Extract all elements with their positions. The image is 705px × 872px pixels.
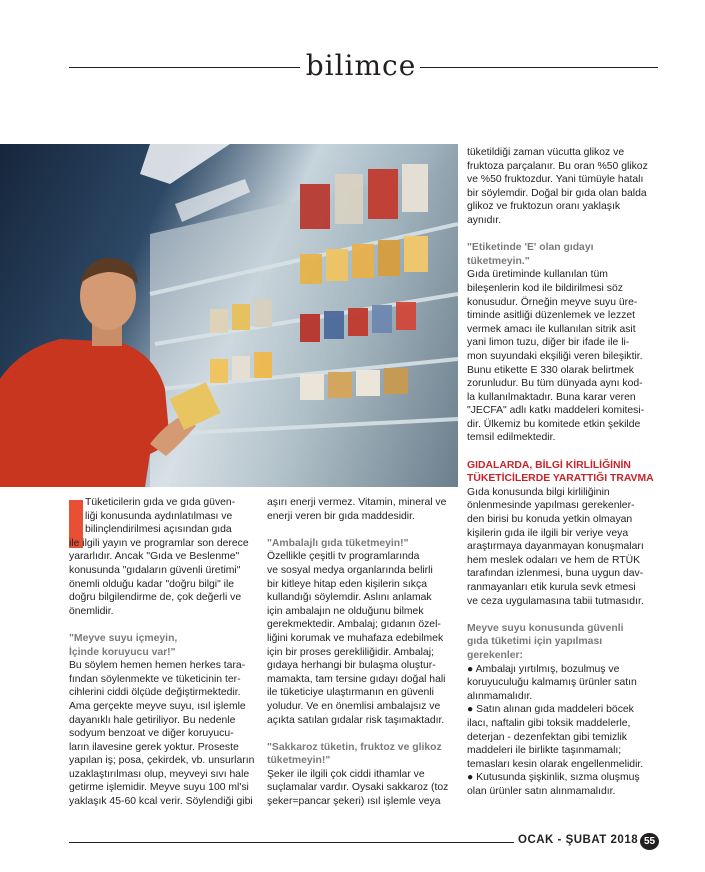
text-line: açıkta satılan gıdalar risk taşımaktadır. (267, 714, 445, 726)
text-line: Bunu etikette E 330 olarak belirtmek (467, 364, 634, 376)
text-line: fından söylenmekte ve tüketicinin ter- (69, 673, 241, 685)
text-line: liğini korumak ve muhafaza edebilmek (267, 632, 444, 644)
text-line: İçinde koruyucu var!" (69, 646, 176, 658)
text-line: Tüketicilerin gıda ve gıda güven- (85, 497, 236, 508)
text-line: için ambalajın ne olduğunu bilmek (267, 605, 424, 617)
text-line: gerekmektedir. Ambalaj; gıdanın özel- (267, 619, 441, 631)
text-line: enerji veren bir gıda maddesidir. (267, 510, 415, 522)
paragraph-packaged-food (267, 550, 455, 727)
text-line: "Sakkaroz tüketin, fruktoz ve glikoz (267, 741, 442, 753)
paragraph-sucrose (267, 768, 455, 809)
text-line: Ama gerçekte meyve suyu, ısıl işlemle (69, 700, 246, 712)
subheading-safe-consumption (467, 622, 657, 663)
text-line: temasları kesin olarak engellenmelidir. (467, 758, 644, 770)
text-line: ve ceza uygulamasına tabii tutmasıdır. (467, 595, 644, 607)
supermarket-shopper-photo (0, 144, 458, 487)
text-line: önlenmesinde yapılması gerekenler- (467, 500, 635, 512)
text-line: dir. Ülkemiz bu komitede etkin şekilde (467, 418, 641, 430)
text-line: gıda tüketimi için yapılması (467, 636, 603, 648)
heading-information-pollution (467, 459, 657, 486)
text-line: bilinçlendirilmesi açısından gıda (85, 524, 232, 536)
text-line: yaklaşık 45-60 kcal verir. Söylendiği gibi (69, 796, 253, 808)
text-line: ile ilgili yayın ve programlar son derece (69, 537, 249, 549)
article-column-1 (69, 496, 257, 822)
list-item: ● Satın alınan gıda maddeleri böcek (467, 704, 634, 716)
text-line: yoludur. Ve en önemlisi ambalajsız ve (267, 700, 441, 712)
paragraph-fruit-juice (69, 659, 257, 809)
text-line: getirme işlemidir. Meyve suyu 100 ml'si (69, 782, 249, 794)
text-line: bir kitleye hitap eden kişilerin sıkça (267, 578, 427, 590)
text-line: tüketildiği zaman vücutta glikoz ve (467, 147, 625, 158)
text-line: gıdaya herhangi bir bulaşma oluştur- (267, 660, 436, 672)
text-line: "JECFA" adlı katkı maddeleri komitesi- (467, 405, 645, 417)
text-line: temsil edilmektedir. (467, 432, 556, 444)
text-line: TÜKETİCİLERDE YARATTIĞI TRAVMA (467, 473, 654, 485)
subheading-e-codes (467, 241, 657, 268)
text-line: ve sosyal medya organlarında belirli (267, 564, 433, 576)
text-line: Bu söylem hemen hemen herkes tara- (69, 660, 246, 672)
text-line: timinde asitliği düzenlemek ve lezzet (467, 310, 636, 322)
text-line: doğru bilgilendirme de, çok değerli ve (69, 592, 242, 604)
text-line: tüketmeyin." (467, 255, 530, 267)
text-line: den birisi bu konuda yetkin olmayan (467, 514, 633, 526)
header-rule-right (420, 67, 658, 68)
intro-paragraph (69, 496, 257, 618)
list-item: ● Kutusunda şişkinlik, sızma oluşmuş (467, 772, 640, 784)
text-line: GIDALARDA, BİLGİ KİRLİLİĞİNİN (467, 459, 631, 471)
text-line: alınmamalıdır. (467, 690, 533, 702)
section-title: bilimce (305, 49, 417, 82)
text-line: glikoz ve fruktozun oranı yaklaşık (467, 201, 621, 213)
text-line: "Meyve suyu içmeyin, (69, 632, 178, 644)
text-line: kullandığı söylemdir. Aslını anlamak (267, 592, 432, 604)
text-line: ile tüketiciye ulaştırmanın en güvenli (267, 687, 434, 699)
text-line: şeker=pancar şekeri) ısıl işlemle veya (267, 796, 441, 808)
text-line: liği konusunda aydınlatılması ve (85, 510, 233, 522)
text-line: fruktoza parçalanır. Bu oran %50 glikoz (467, 160, 648, 172)
text-line: araştırmaya dayanmayan konuşmaları (467, 541, 644, 553)
text-line: hem meslek odaları ve hem de RTÜK (467, 554, 641, 566)
paragraph-e-codes (467, 268, 657, 445)
text-line: la kullanılmaktadır. Buna karar veren (467, 391, 636, 403)
text-line: Şeker ile ilgili çok ciddi ithamlar ve (267, 768, 425, 780)
text-line: tarafından izlenmesi, buna uygun dav- (467, 568, 644, 580)
text-line: sodyum benzoat ve diğer koruyucu- (69, 728, 234, 740)
text-line: mamakta, tam tersine gıdayı doğal hali (267, 673, 446, 685)
text-line: zorunludur. Bu tüm dünyada aynı kod- (467, 378, 643, 390)
text-line: cihlerini ciddi ölçüde değiştirmektedir. (69, 687, 241, 699)
text-line: bir söylemdir. Doğal bir gıda olan balda (467, 187, 647, 199)
text-line: "Ambalajlı gıda tüketmeyin!" (267, 537, 409, 549)
text-line: Gıda konusunda bilgi kirliliğinin (467, 486, 610, 498)
text-line: kişilerin gıda ile ilgili bir veriye veya (467, 527, 629, 539)
text-line: ve %50 fruktozdur. Yani tümüyle hatalı (467, 174, 644, 186)
header-rule-left (69, 67, 300, 68)
text-line: ilacı, naftalin gibi toksik maddelerle, (467, 717, 631, 729)
text-line: Meyve suyu konusunda güvenli (467, 622, 624, 634)
text-line: yararlıdır. Ancak "Gıda ve Beslenme" (69, 551, 240, 563)
subheading-sucrose (267, 741, 455, 768)
subheading-fruit-juice (69, 632, 257, 659)
text-line: vermek amacı ile kullanılan sitrik asit (467, 323, 636, 335)
text-line: koruyuculuğu kalmamış ürünler satın (467, 677, 637, 689)
footer-rule (69, 842, 514, 843)
text-line: ların ilavesine gerek yoktur. Proseste (69, 741, 239, 753)
text-line: mon suyundaki ekşiliği veren bileşiktir. (467, 350, 643, 362)
page-number: 55 (640, 833, 659, 850)
text-line: önemlidir. (69, 605, 114, 617)
paragraph-sucrose-continued (467, 146, 657, 228)
text-line: Özellikle çeşitli tv programlarında (267, 551, 420, 563)
text-line: yani limon tuzu, diğer bir ifade ile li- (467, 337, 630, 349)
text-line: konusudur. Örneğin meyve suyu üre- (467, 296, 638, 308)
issue-date: OCAK - ŞUBAT 2018 (518, 834, 639, 846)
text-line: gerekenler: (467, 649, 524, 661)
text-line: konusunda "gıdaların güvenli üretimi" (69, 564, 241, 576)
text-line: dayanıklı hale getiriliyor. Bu nedenle (69, 714, 236, 726)
text-line: Gıda üretiminde kullanılan tüm (467, 269, 608, 281)
subheading-packaged-food (267, 537, 455, 551)
text-line: suçlamalar vardır. Oysaki sakkaroz (toz (267, 782, 449, 794)
text-line: aynıdır. (467, 214, 502, 226)
text-line: maddeleri ile birlikte taşınmamalı; (467, 745, 622, 757)
text-line: önemli olduğu kadar "doğru bilgi" ile (69, 578, 235, 590)
text-line: uzaklaştırılması olup, meyveyi sıvı hale (69, 768, 250, 780)
list-safe-consumption (467, 663, 657, 799)
text-line: bileşenlerin kod ile bildirilmesi söz (467, 282, 623, 294)
paragraph-information-pollution (467, 486, 657, 608)
article-column-2 (267, 496, 455, 822)
list-item: ● Ambalajı yırtılmış, bozulmuş ve (467, 663, 620, 675)
paragraph-continued (267, 496, 455, 523)
text-line: deterjan - dezenfektan gibi temizlik (467, 731, 627, 743)
text-line: aşırı enerji vermez. Vitamin, mineral ve (267, 497, 447, 508)
text-line: "Etiketinde 'E' olan gıdayı (467, 242, 594, 254)
text-line: için bir proses gerekliliğidir. Ambalaj; (267, 646, 434, 658)
text-line: olan ürünler satın alınmamalıdır. (467, 785, 616, 797)
text-line: ranmayanları etik kurula sevk etmesi (467, 582, 636, 593)
text-line: tüketmeyin!" (267, 755, 331, 767)
article-column-3 (467, 146, 657, 812)
photo-illustration (0, 144, 458, 487)
text-line: yapılan iş; posa, çekirdek, vb. unsurların (69, 755, 255, 767)
